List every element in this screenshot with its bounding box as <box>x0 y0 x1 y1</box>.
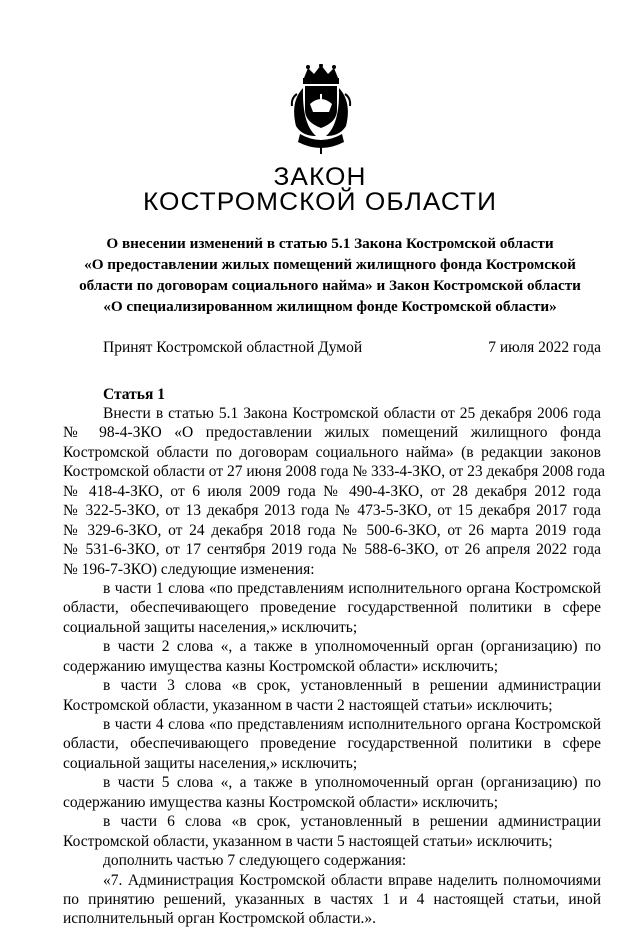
text-line: социальной защиты населения,» исключить; <box>63 754 358 772</box>
coat-of-arms-icon <box>288 64 354 156</box>
text-line: № 322-5-ЗКО, от 13 декабря 2013 года № 473-5-ЗКО, от 15 декабря 2017 года <box>63 502 601 520</box>
text-line: Костромской области, указанном в части 5 настоящей статьи» исключить; <box>63 832 553 850</box>
text-line: области, обеспечивающего проведение государственной политики в сфере <box>63 599 601 617</box>
text-line: дополнить частью 7 следующего содержания: <box>103 852 407 870</box>
subject-line: области по договорам социального найма» и Закон Костромской области <box>79 277 581 294</box>
text-line: № 418-4-ЗКО, от 6 июля 2009 года № 490-4-ЗКО, от 28 декабря 2012 года <box>63 482 601 500</box>
text-line: исполнительный орган Костромской области.». <box>63 910 376 928</box>
subject-line: О внесении изменений в статью 5.1 Закона Костромской области <box>106 235 554 252</box>
text-line: «7. Администрация Костромской области вправе наделить полномочиями <box>103 871 601 889</box>
document-title: ЗАКОН <box>273 163 367 191</box>
text-line: в части 1 слова «по представлениям исполнительного органа Костромской <box>103 579 601 597</box>
text-line: Костромской области, указанном в части 2 настоящей статьи» исключить; <box>63 696 553 714</box>
article-heading: Статья 1 <box>103 386 165 403</box>
text-line: содержанию имущества казны Костромской области» исключить; <box>63 657 498 675</box>
text-line: в части 5 слова «, а также в уполномоченный орган (организацию) по <box>103 774 601 792</box>
text-line: № 98-4-ЗКО «О предоставлении жилых помещений жилищного фонда <box>63 424 601 442</box>
text-line: Костромской области от 27 июня 2008 года № 333-4-ЗКО, от 23 декабря 2008 года <box>63 463 606 481</box>
adoption-date: 7 июля 2022 года <box>488 339 601 356</box>
text-line: в части 6 слова «в срок, установленный в решении администрации <box>103 813 601 831</box>
text-line: Внести в статью 5.1 Закона Костромской области от 25 декабря 2006 года <box>103 405 601 422</box>
text-line: № 329-6-ЗКО, от 24 декабря 2018 года № 500-6-ЗКО, от 26 марта 2019 года <box>63 521 601 539</box>
subject-line: «О предоставлении жилых помещений жилищного фонда Костромской <box>84 256 576 273</box>
text-line: содержанию имущества казны Костромской области» исключить; <box>63 793 498 811</box>
adopted-by: Принят Костромской областной Думой <box>103 339 363 356</box>
text-line: № 531-6-ЗКО, от 17 сентября 2019 года № 588-6-ЗКО, от 26 апреля 2022 года <box>63 541 601 559</box>
text-line: в части 2 слова «, а также в уполномоченный орган (организацию) по <box>103 638 601 656</box>
text-line: области, обеспечивающего проведение государственной политики в сфере <box>63 735 601 753</box>
adoption-line <box>103 339 601 357</box>
law-subject <box>60 233 600 317</box>
subject-line: «О специализированном жилищном фонде Костромской области» <box>103 298 557 315</box>
text-line: по принятию решений, указанных в частях 1 и 4 настоящей статьи, иной <box>63 890 601 908</box>
text-line: в части 3 слова «в срок, установленный в решении администрации <box>103 677 601 695</box>
text-line: Костромской области по договорам социального найма» (в редакции законов <box>63 443 601 461</box>
document-region: КОСТРОМСКОЙ ОБЛАСТИ <box>142 188 498 216</box>
article-body <box>63 404 606 929</box>
text-line: в части 4 слова «по представлениям исполнительного органа Костромской <box>103 716 601 733</box>
text-line: социальной защиты населения,» исключить; <box>63 618 358 636</box>
text-line: № 196-7-ЗКО) следующие изменения: <box>63 560 315 578</box>
